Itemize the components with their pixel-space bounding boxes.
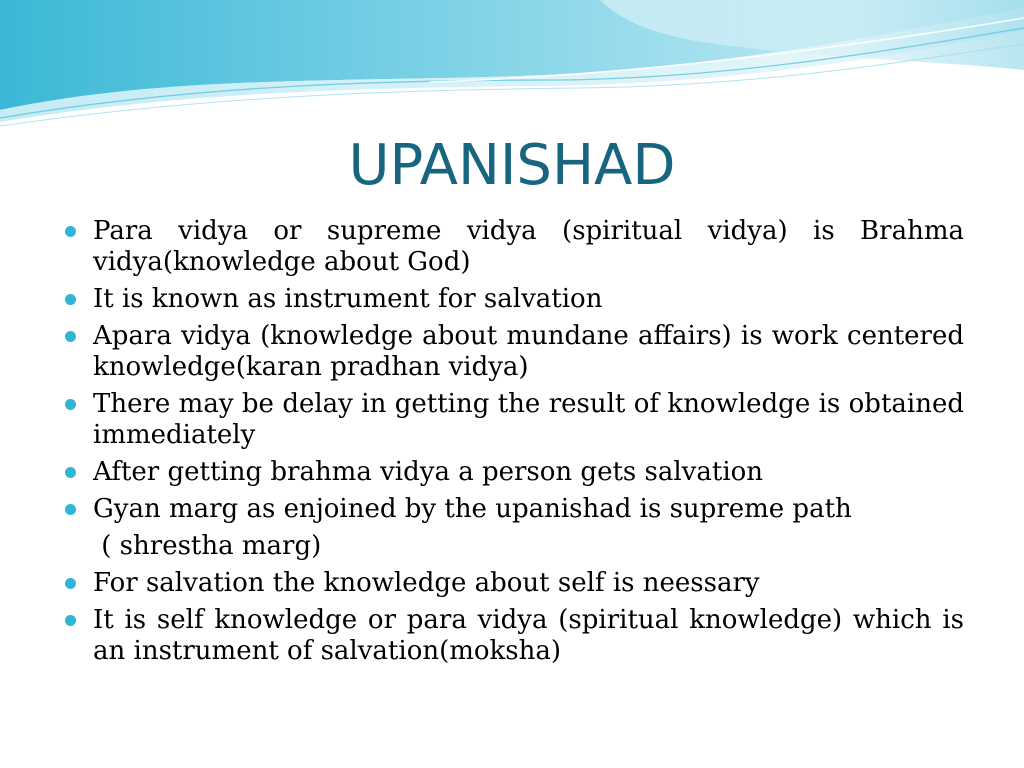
bullet-item — [64, 321, 964, 383]
bullet-item — [64, 457, 964, 488]
header-wave-decoration — [0, 0, 1024, 130]
bullet-item — [64, 284, 964, 315]
bullet-text: It is self knowledge or para vidya (spiritual knowledge) which is an instrument of salvation(moksha) — [93, 605, 964, 666]
bullet-text: Apara vidya (knowledge about mundane affairs) is work centered knowledge(karan pradhan vidya) — [93, 321, 964, 382]
bullet-item — [64, 494, 964, 562]
bullet-text: After getting brahma vidya a person gets salvation — [93, 457, 764, 487]
bullet-text: Gyan marg as enjoined by the upanishad is supreme path — [93, 494, 852, 524]
round-bullet-icon — [65, 504, 76, 515]
bullet-item — [64, 605, 964, 667]
round-bullet-icon — [65, 331, 76, 342]
round-bullet-icon — [65, 399, 76, 410]
bullet-text: It is known as instrument for salvation — [93, 284, 603, 314]
round-bullet-icon — [65, 226, 76, 237]
bullet-item — [64, 389, 964, 451]
round-bullet-icon — [65, 467, 76, 478]
bullet-text: For salvation the knowledge about self is neessary — [93, 568, 760, 598]
bullet-item — [64, 216, 964, 278]
round-bullet-icon — [65, 578, 76, 589]
round-bullet-icon — [65, 615, 76, 626]
bullet-item — [64, 568, 964, 599]
bullet-text: Para vidya or supreme vidya (spiritual vidya) is Brahma vidya(knowledge about God) — [93, 216, 964, 277]
slide-title: UPANISHAD — [348, 133, 676, 198]
bullet-continuation-text: ( shrestha marg) — [93, 531, 322, 561]
round-bullet-icon — [65, 294, 76, 305]
bullet-list — [64, 216, 964, 673]
bullet-text: There may be delay in getting the result of knowledge is obtained immediately — [93, 389, 964, 450]
